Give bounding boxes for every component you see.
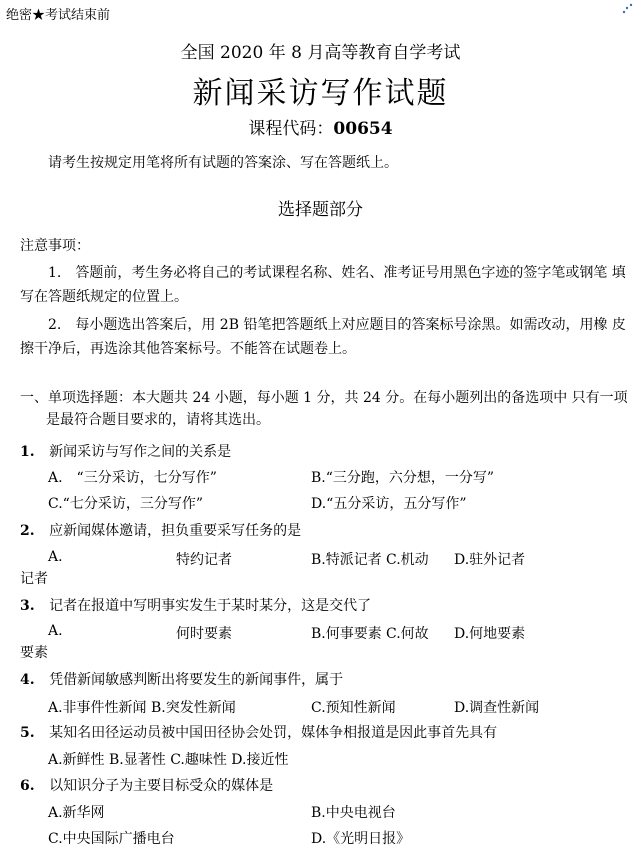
instruction-text: 请考生按规定用笔将所有试题的答案涂、写在答题纸上。 [48,155,398,171]
question-text: 凭借新闻敏感判断出将要发生的新闻事件，属于 [49,672,344,688]
option-b: B.中央电视台 [311,805,396,821]
course-code [0,114,641,139]
section-1-instruction-line-1: 一、单项选择题：本大题共 24 小题，每小题 1 分，共 24 分。在每小题列出的备选项中 只有一项 [20,390,628,406]
question-number: 3. [20,598,35,614]
question-text: 记者在报道中写明事实发生于某时某分，这是交代了 [49,598,372,614]
note-1-line-1: 1. 答题前，考生务必将自己的考试课程名称、姓名、准考证号用黑色字迹的签字笔或钢笔 填 [48,265,626,281]
option-wrap: 记者 [20,571,48,587]
option-d: D.调查性新闻 [454,700,540,716]
course-code-value: 00654 [333,119,393,139]
question-text: 某知名田径运动员被中国田径协会处罚，媒体争相报道是因此事首先具有 [49,725,498,741]
question-5 [20,722,497,742]
option-a-text: 特约记者 [176,552,232,568]
corner-mark-icon [621,2,633,14]
question-3 [20,595,371,615]
options-all: A.新鲜性 B.显著性 C.趣味性 D.接近性 [48,752,289,768]
question-2 [20,520,301,540]
question-4 [20,669,343,689]
course-code-label: 课程代码： [248,119,334,139]
question-number: 2. [20,523,35,539]
question-text: 新闻采访与写作之间的关系是 [49,444,232,460]
option-c: C.何故 [386,626,429,642]
section-part-title: 选择题部分 [278,200,363,220]
option-c: C.机动 [386,552,429,568]
question-number: 6. [20,778,35,794]
note-2-line-1: 2. 每小题选出答案后，用 2B 铅笔把答题纸上对应题目的答案标号涂黑。如需改动，用橡 皮 [48,317,626,333]
option-d: D.“五分采访，五分写作” [311,496,467,512]
option-c: C.“七分采访，三分写作” [48,496,203,512]
question-text: 以知识分子为主要目标受众的媒体是 [49,778,274,794]
option-a-letter: A. [48,623,63,639]
question-number: 1. [20,444,35,460]
option-wrap: 要素 [20,645,48,661]
option-c: C.中央国际广播电台 [48,831,175,847]
option-b: B.特派记者 [311,552,382,568]
section-1-instruction-line-2: 是最符合题目要求的，请将其选出。 [46,412,270,428]
question-text: 应新闻媒体邀请，担负重要采写任务的是 [49,523,302,539]
option-d: D.驻外记者 [454,552,526,568]
note-2-line-2: 擦干净后，再选涂其他答案标号。不能答在试题卷上。 [20,341,356,357]
question-1 [20,441,231,461]
notes-heading: 注意事项： [20,238,90,254]
option-d: D.何地要素 [454,626,526,642]
option-a: A. “三分采访，七分写作” [48,470,217,486]
note-1-line-2: 写在答题纸规定的位置上。 [20,289,188,305]
question-6 [20,775,273,795]
option-b: B.何事要素 [311,626,382,642]
question-number: 4. [20,672,35,688]
option-c: C.预知性新闻 [311,700,396,716]
option-b: B.“三分跑，六分想，一分写” [311,470,495,486]
option-a: A.新华网 [48,805,105,821]
option-a-text: 何时要素 [176,626,232,642]
question-number: 5. [20,725,35,741]
exam-title: 新闻采访写作试题 [192,76,449,111]
option-a-letter: A. [48,549,63,565]
confidential-label: 绝密★考试结束前 [6,8,111,23]
exam-year-line: 全国 2020 年 8 月高等教育自学考试 [180,43,461,63]
option-a-b: A.非事件性新闻 B.突发性新闻 [48,700,236,716]
option-d: D.《光明日报》 [311,831,411,847]
